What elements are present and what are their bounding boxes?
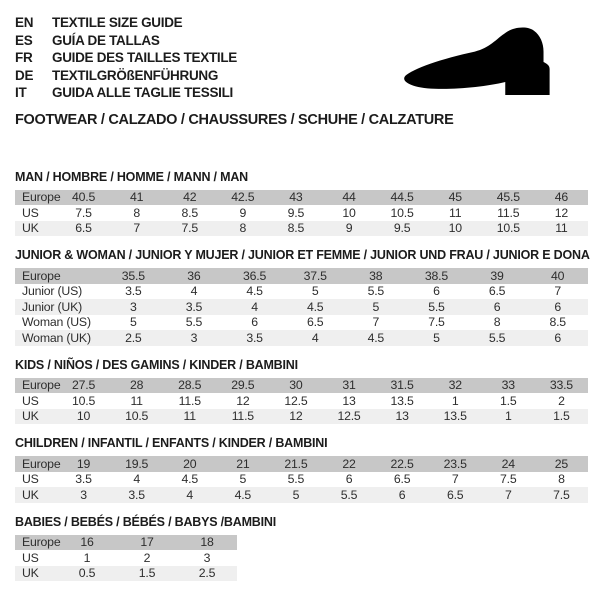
size-cell: 4 bbox=[311, 330, 319, 345]
size-cell: 4 bbox=[133, 472, 140, 487]
language-code: EN bbox=[15, 15, 34, 30]
size-cell: 2.5 bbox=[125, 330, 142, 345]
section-title: MAN / HOMBRE / HOMME / MANN / MAN bbox=[15, 169, 248, 184]
size-cell: 9.5 bbox=[287, 205, 305, 220]
size-cell: 10 bbox=[342, 205, 356, 220]
size-cell: 11 bbox=[130, 393, 143, 408]
size-cell: 43 bbox=[289, 190, 303, 205]
size-cell: 3.5 bbox=[75, 472, 92, 487]
size-cell: 11.5 bbox=[178, 393, 201, 408]
size-cell: 45 bbox=[448, 190, 462, 205]
size-cell: 2.5 bbox=[198, 566, 216, 581]
size-table bbox=[15, 456, 588, 503]
size-cell: 9.5 bbox=[393, 221, 411, 236]
size-cell: 5.5 bbox=[428, 299, 445, 314]
size-cell: 13.5 bbox=[443, 409, 467, 424]
row-label: UK bbox=[22, 221, 39, 236]
size-cell: 16 bbox=[80, 535, 94, 550]
size-cell: 8.5 bbox=[287, 221, 305, 236]
size-cell: 17 bbox=[140, 535, 154, 550]
size-tables bbox=[15, 170, 588, 582]
size-cell: 41 bbox=[130, 190, 144, 205]
size-table bbox=[15, 535, 237, 582]
size-cell: 7 bbox=[451, 472, 459, 487]
size-table bbox=[15, 190, 588, 237]
section-title: CHILDREN / INFANTIL / ENFANTS / KINDER / BAMBINI bbox=[15, 436, 328, 450]
size-cell: 4.5 bbox=[181, 472, 198, 487]
language-row-de bbox=[15, 67, 375, 85]
row-label: Junior (US) bbox=[22, 284, 82, 299]
row-label: Junior (UK) bbox=[22, 299, 82, 314]
size-cell: 38 bbox=[369, 268, 383, 283]
size-cell: 6.5 bbox=[446, 487, 464, 502]
table-row bbox=[15, 315, 588, 331]
table-row bbox=[15, 409, 588, 425]
size-cell: 21.5 bbox=[284, 456, 308, 471]
size-cell: 31.5 bbox=[390, 378, 414, 393]
size-cell: 3.5 bbox=[128, 487, 145, 502]
size-cell: 1.5 bbox=[138, 566, 156, 581]
size-cell: 12 bbox=[554, 205, 569, 220]
size-table-section-man bbox=[15, 170, 588, 237]
size-cell: 19 bbox=[76, 456, 91, 471]
size-cell: 46 bbox=[554, 190, 569, 205]
size-cell: 35.5 bbox=[121, 268, 145, 283]
section-title: KIDS / NIÑOS / DES GAMINS / KINDER / BAMBINI bbox=[15, 357, 298, 372]
size-cell: 8 bbox=[558, 472, 565, 487]
size-cell: 19.5 bbox=[125, 456, 149, 471]
size-cell: 45.5 bbox=[496, 190, 520, 205]
size-cell: 5.5 bbox=[367, 284, 385, 299]
size-cell: 11 bbox=[555, 221, 568, 236]
size-cell: 3.5 bbox=[125, 284, 142, 299]
size-cell: 1.5 bbox=[553, 409, 570, 424]
language-code: IT bbox=[15, 85, 27, 100]
size-cell: 18 bbox=[200, 535, 214, 550]
size-cell: 5.5 bbox=[340, 487, 358, 502]
size-cell: 10.5 bbox=[496, 221, 520, 236]
size-cell: 37.5 bbox=[303, 268, 327, 283]
row-label: Europe bbox=[22, 190, 61, 205]
language-title: GUIDE DES TAILLES TEXTILE bbox=[52, 50, 238, 65]
size-cell: 6.5 bbox=[306, 315, 324, 330]
size-cell: 44 bbox=[342, 190, 356, 205]
size-cell: 29.5 bbox=[231, 378, 255, 393]
size-cell: 8.5 bbox=[181, 205, 198, 220]
size-cell: 7.5 bbox=[500, 472, 517, 487]
size-cell: 28 bbox=[130, 378, 144, 393]
size-cell: 1 bbox=[83, 550, 91, 565]
table-header-row bbox=[15, 378, 588, 394]
language-title: TEXTILE SIZE GUIDE bbox=[52, 15, 183, 30]
size-cell: 4.5 bbox=[234, 487, 252, 502]
size-cell: 6 bbox=[345, 472, 353, 487]
size-cell: 3 bbox=[190, 330, 198, 345]
size-table-section-kids bbox=[15, 358, 588, 425]
table-row bbox=[15, 330, 588, 346]
size-table-section-children bbox=[15, 436, 588, 503]
table-header-row bbox=[15, 535, 237, 551]
size-cell: 9 bbox=[345, 221, 353, 236]
size-cell: 7 bbox=[133, 221, 140, 236]
size-table-section-junior-woman bbox=[15, 248, 588, 346]
row-label: UK bbox=[22, 487, 39, 502]
size-cell: 13.5 bbox=[390, 393, 414, 408]
size-cell: 6.5 bbox=[75, 221, 92, 236]
table-row bbox=[15, 393, 588, 409]
size-cell: 32 bbox=[448, 378, 462, 393]
size-cell: 5 bbox=[311, 284, 319, 299]
size-cell: 10 bbox=[76, 409, 91, 424]
size-cell: 20 bbox=[183, 456, 197, 471]
size-cell: 10 bbox=[448, 221, 462, 236]
row-label: UK bbox=[22, 566, 39, 581]
language-row-es bbox=[15, 32, 375, 50]
table-row bbox=[15, 487, 588, 503]
size-cell: 12.5 bbox=[337, 409, 361, 424]
size-cell: 8 bbox=[239, 221, 247, 236]
language-code: DE bbox=[15, 67, 34, 83]
size-cell: 23.5 bbox=[443, 456, 467, 471]
table-header-row bbox=[15, 456, 588, 472]
table-header-row bbox=[15, 268, 588, 284]
language-code: FR bbox=[15, 50, 33, 65]
row-label: UK bbox=[22, 409, 39, 424]
size-table bbox=[15, 268, 588, 346]
size-cell: 22 bbox=[342, 456, 356, 471]
row-label: US bbox=[22, 550, 39, 565]
size-cell: 10.5 bbox=[125, 409, 149, 424]
table-row bbox=[15, 550, 237, 566]
size-cell: 6 bbox=[554, 330, 561, 345]
row-label: US bbox=[22, 205, 39, 220]
size-cell: 4.5 bbox=[367, 330, 385, 345]
size-cell: 22.5 bbox=[390, 456, 414, 471]
size-cell: 11.5 bbox=[231, 409, 254, 424]
table-row bbox=[15, 284, 588, 300]
size-cell: 7.5 bbox=[553, 487, 570, 502]
size-cell: 12.5 bbox=[284, 393, 308, 408]
size-cell: 1 bbox=[504, 409, 512, 424]
category-heading: FOOTWEAR / CALZADO / CHAUSSURES / SCHUHE / CALZATURE bbox=[15, 111, 454, 128]
section-title: BABIES / BEBÉS / BÉBÉS / BABYS /BAMBINI bbox=[15, 514, 276, 529]
size-cell: 5.5 bbox=[287, 472, 305, 487]
size-cell: 0.5 bbox=[78, 566, 96, 581]
table-row bbox=[15, 472, 588, 488]
size-cell: 2 bbox=[558, 393, 565, 408]
size-cell: 39 bbox=[490, 268, 504, 283]
size-cell: 6.5 bbox=[488, 284, 506, 299]
size-cell: 12 bbox=[289, 409, 303, 424]
size-cell: 4 bbox=[186, 487, 194, 502]
size-cell: 4.5 bbox=[246, 284, 263, 299]
size-cell: 38.5 bbox=[424, 268, 448, 283]
size-cell: 42 bbox=[183, 190, 197, 205]
size-cell: 10.5 bbox=[71, 393, 96, 408]
size-cell: 5 bbox=[372, 299, 380, 314]
table-row bbox=[15, 205, 588, 221]
size-cell: 10.5 bbox=[390, 205, 414, 220]
size-cell: 11 bbox=[183, 409, 196, 424]
size-cell: 40 bbox=[551, 268, 565, 283]
row-label: US bbox=[22, 393, 39, 408]
size-cell: 13 bbox=[342, 393, 356, 408]
size-cell: 33.5 bbox=[549, 378, 573, 393]
size-cell: 5 bbox=[433, 330, 440, 345]
size-cell: 7 bbox=[504, 487, 512, 502]
size-cell: 25 bbox=[554, 456, 569, 471]
size-cell: 7.5 bbox=[75, 205, 92, 220]
size-cell: 7.5 bbox=[428, 315, 445, 330]
size-cell: 33 bbox=[501, 378, 515, 393]
language-title: TEXTILGRÖßENFÜHRUNG bbox=[52, 67, 219, 83]
size-cell: 4 bbox=[251, 299, 258, 314]
language-title: GUÍA DE TALLAS bbox=[52, 32, 160, 48]
size-cell: 5.5 bbox=[185, 315, 203, 330]
size-cell: 31 bbox=[342, 378, 356, 393]
language-list bbox=[15, 14, 375, 102]
size-cell: 1.5 bbox=[500, 393, 517, 408]
size-cell: 3.5 bbox=[246, 330, 263, 345]
size-cell: 42.5 bbox=[231, 190, 255, 205]
size-cell: 6 bbox=[398, 487, 406, 502]
size-cell: 24 bbox=[501, 456, 515, 471]
row-label: Europe bbox=[22, 378, 61, 393]
size-cell: 6 bbox=[251, 315, 258, 330]
size-cell: 6.5 bbox=[393, 472, 411, 487]
language-row-it bbox=[15, 84, 375, 102]
table-row bbox=[15, 299, 588, 315]
size-cell: 40.5 bbox=[71, 190, 96, 205]
size-cell: 4 bbox=[190, 284, 198, 299]
size-cell: 13 bbox=[395, 409, 409, 424]
row-label: Europe bbox=[22, 535, 61, 550]
size-cell: 5 bbox=[239, 472, 247, 487]
size-cell: 30 bbox=[289, 378, 303, 393]
size-cell: 3 bbox=[129, 299, 137, 314]
size-cell: 11 bbox=[449, 205, 462, 220]
size-cell: 2 bbox=[143, 550, 151, 565]
size-cell: 8.5 bbox=[549, 315, 566, 330]
language-title: GUIDA ALLE TAGLIE TESSILI bbox=[52, 85, 233, 100]
row-label: Woman (US) bbox=[22, 315, 91, 330]
section-title: JUNIOR & WOMAN / JUNIOR Y MUJER / JUNIOR ET FEMME / JUNIOR UND FRAU / JUNIOR E DONA bbox=[15, 248, 590, 262]
size-cell: 3.5 bbox=[185, 299, 203, 314]
size-cell: 21 bbox=[236, 456, 250, 471]
size-cell: 12 bbox=[236, 393, 250, 408]
size-cell: 8 bbox=[133, 205, 140, 220]
size-cell: 5 bbox=[129, 315, 137, 330]
dress-shoe-icon bbox=[394, 22, 580, 102]
size-cell: 36 bbox=[187, 268, 201, 283]
table-row bbox=[15, 221, 588, 237]
size-cell: 11.5 bbox=[497, 205, 520, 220]
size-cell: 4.5 bbox=[306, 299, 324, 314]
size-cell: 5.5 bbox=[488, 330, 506, 345]
row-label: Europe bbox=[22, 456, 61, 471]
table-row bbox=[15, 566, 237, 582]
size-table bbox=[15, 378, 588, 425]
language-row-en bbox=[15, 14, 375, 32]
row-label: Woman (UK) bbox=[22, 330, 91, 345]
size-cell: 8 bbox=[493, 315, 501, 330]
size-cell: 7.5 bbox=[181, 221, 198, 236]
size-cell: 9 bbox=[239, 205, 247, 220]
size-cell: 3 bbox=[80, 487, 87, 502]
size-cell: 6 bbox=[433, 284, 440, 299]
language-row-fr bbox=[15, 49, 375, 67]
size-cell: 6 bbox=[554, 299, 561, 314]
size-cell: 7 bbox=[372, 315, 380, 330]
row-label: Europe bbox=[22, 268, 61, 283]
table-header-row bbox=[15, 190, 588, 206]
language-code: ES bbox=[15, 32, 33, 48]
row-label: US bbox=[22, 472, 39, 487]
size-cell: 27.5 bbox=[71, 378, 96, 393]
size-cell: 5 bbox=[292, 487, 300, 502]
size-cell: 28.5 bbox=[178, 378, 202, 393]
size-table-section-babies bbox=[15, 515, 588, 582]
size-cell: 7 bbox=[554, 284, 561, 299]
size-cell: 6 bbox=[493, 299, 501, 314]
size-cell: 3 bbox=[203, 550, 211, 565]
size-cell: 44.5 bbox=[390, 190, 414, 205]
size-cell: 1 bbox=[451, 393, 459, 408]
size-cell: 36.5 bbox=[242, 268, 267, 283]
